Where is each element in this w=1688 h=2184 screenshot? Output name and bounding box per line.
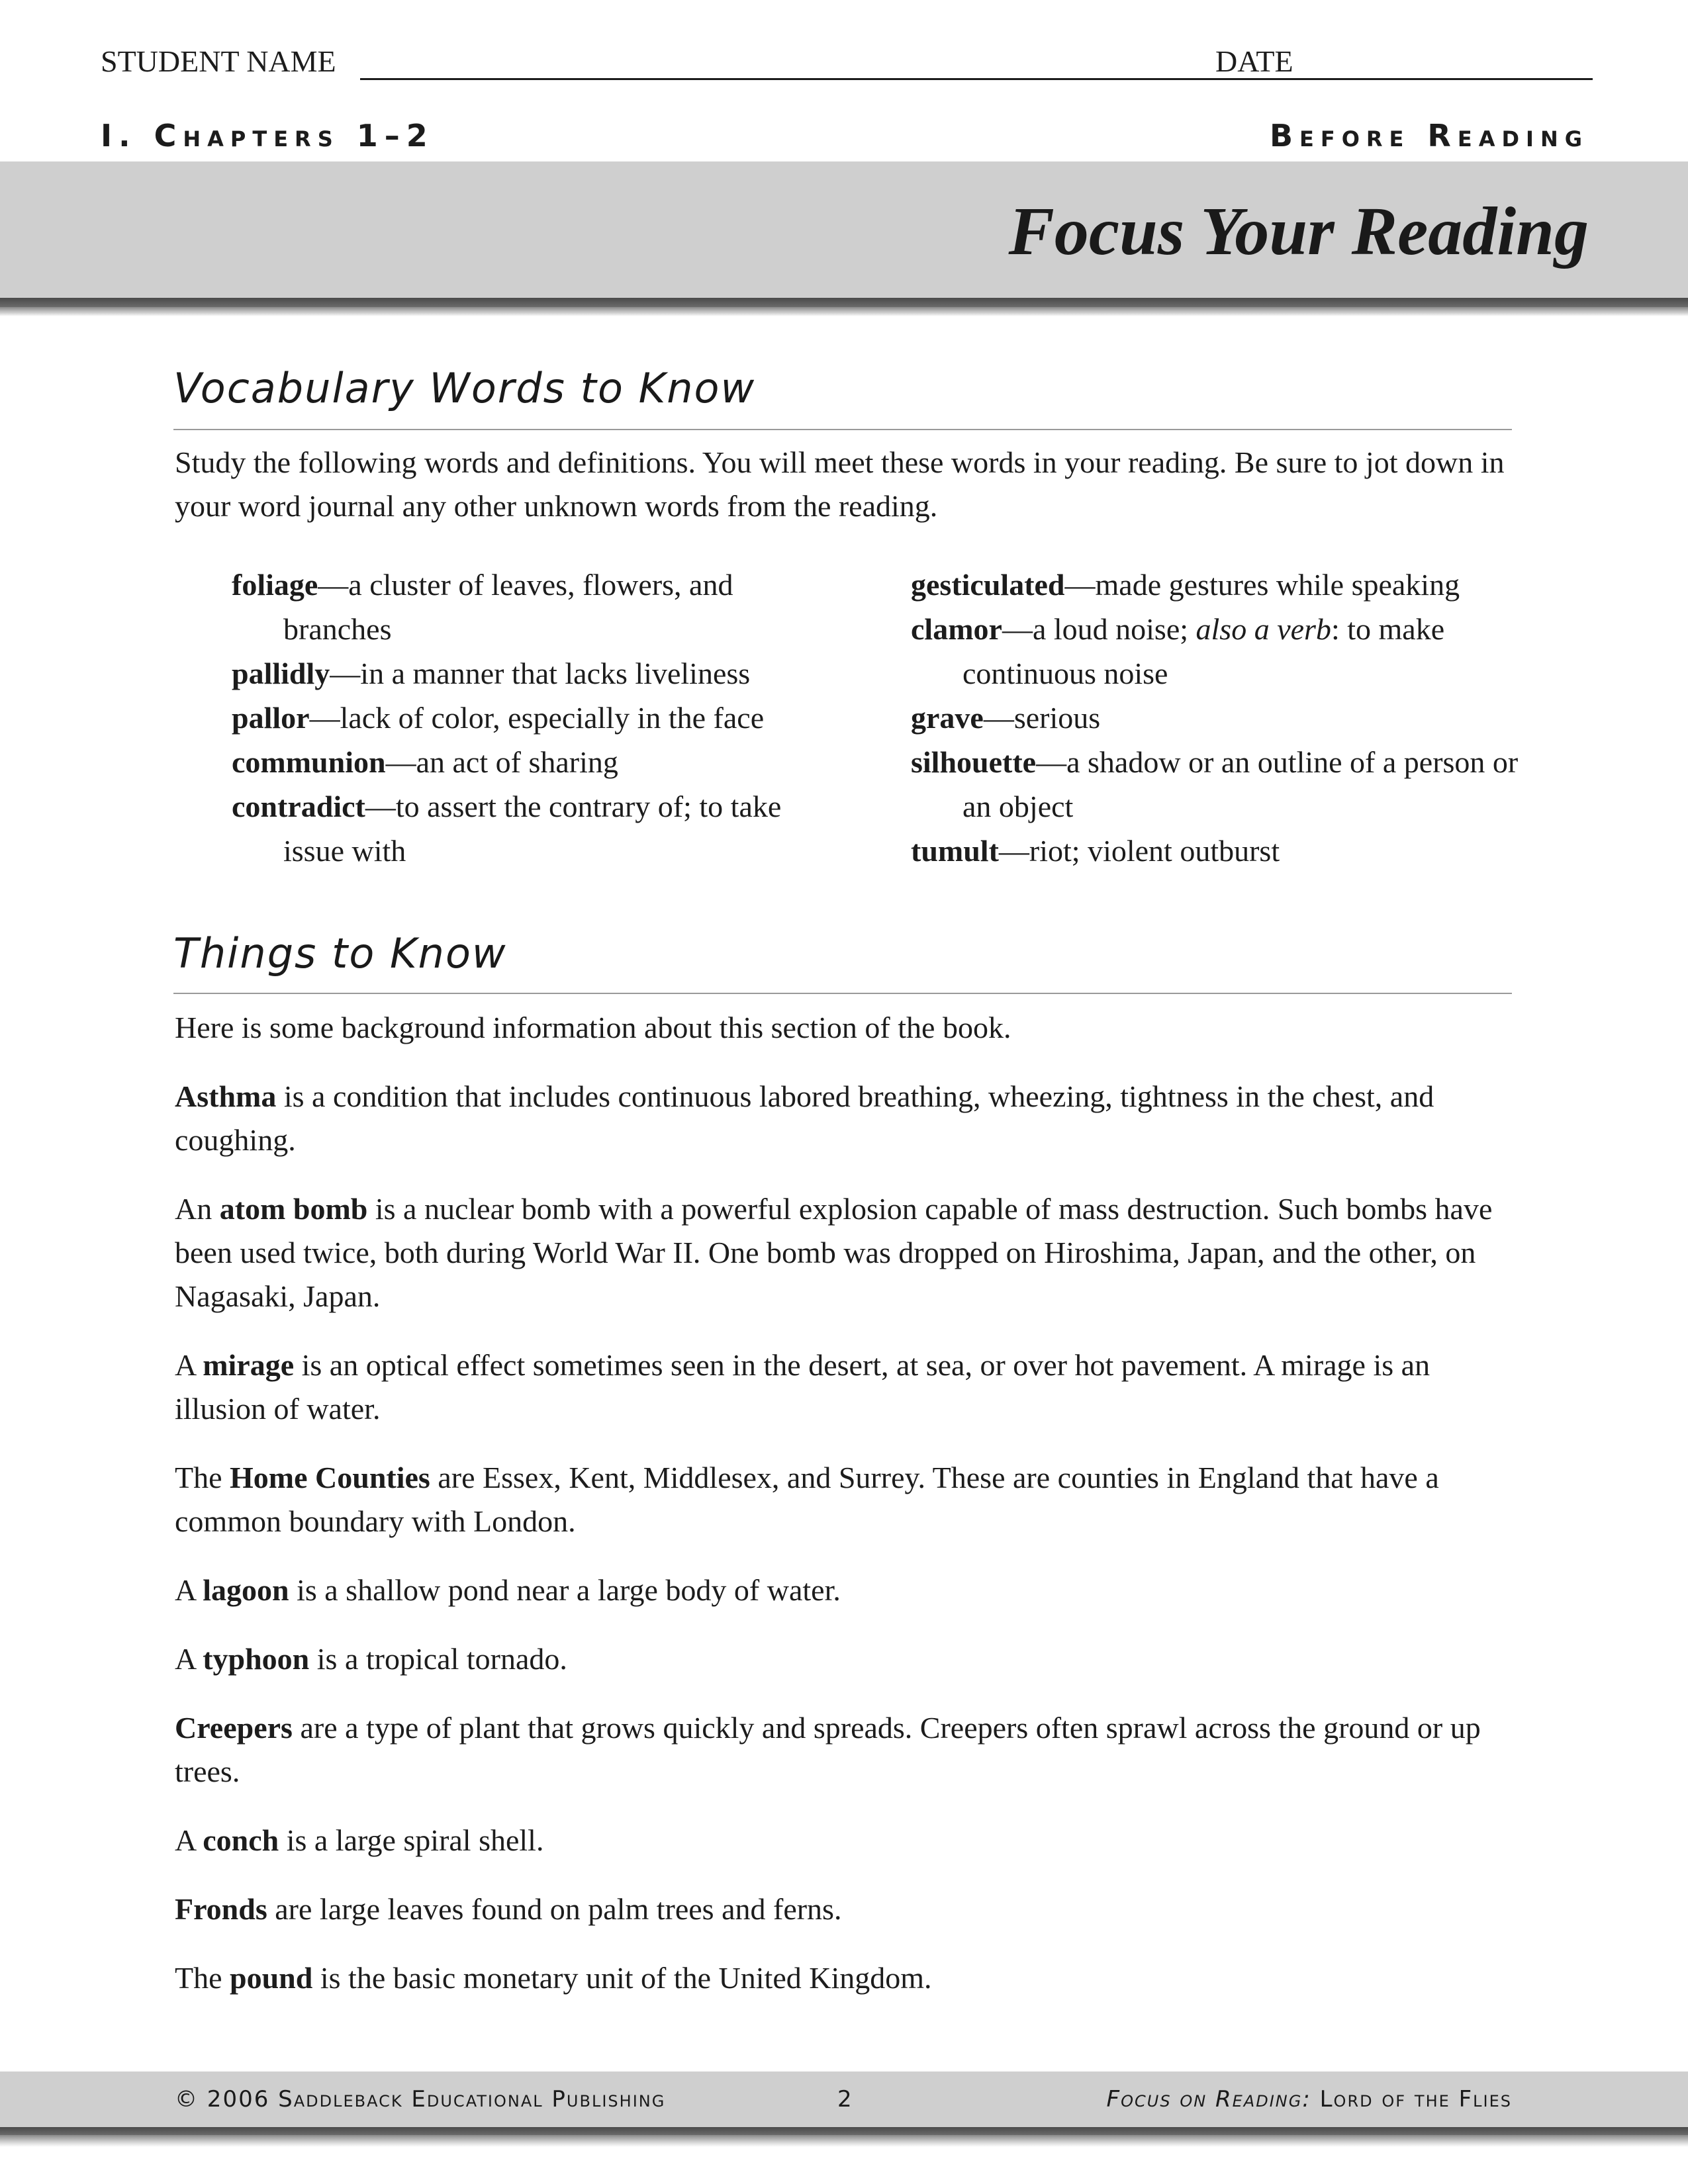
things-item xyxy=(175,1456,1519,1543)
things-item-lead: A xyxy=(175,1348,203,1382)
vocab-entry xyxy=(232,696,827,740)
vocab-entry xyxy=(911,563,1520,607)
vocab-definition-cont: : to make continuous noise xyxy=(962,612,1445,690)
things-description: are a type of plant that grows quickly and spreads. Creepers often sprawl across the ground or up trees. xyxy=(175,1711,1481,1788)
things-item xyxy=(175,1888,1519,1931)
things-term: Asthma xyxy=(175,1079,277,1113)
vocab-word: contradict xyxy=(232,790,365,823)
vocab-note: also a verb xyxy=(1196,612,1331,646)
vocab-definition: —made gestures while speaking xyxy=(1064,568,1460,602)
things-term: atom bomb xyxy=(219,1192,368,1226)
vocab-entry xyxy=(911,740,1520,829)
vocab-entry xyxy=(232,651,827,696)
section-type-label: Before Reading xyxy=(1269,118,1589,154)
things-item xyxy=(175,1569,1519,1612)
things-description: is an optical effect sometimes seen in the desert, at sea, or over hot pavement. A mirage is an illusion of water. xyxy=(175,1348,1430,1426)
student-name-field[interactable] xyxy=(360,78,1307,80)
things-description: is the basic monetary unit of the United Kingdom. xyxy=(312,1961,932,1995)
things-list xyxy=(175,1075,1519,2025)
page-title: Focus Your Reading xyxy=(1008,193,1589,269)
vocab-word: gesticulated xyxy=(911,568,1065,602)
things-item xyxy=(175,1343,1519,1431)
things-item-lead: A xyxy=(175,1642,203,1676)
vocabulary-intro: Study the following words and definitions. You will meet these words in your reading. Be sure to jot down in your word journal any other unknown words from the reading. xyxy=(175,445,1505,523)
vocab-entry xyxy=(911,696,1520,740)
things-item xyxy=(175,1819,1519,1862)
vocab-definition: —to assert the contrary of; to take issue with xyxy=(283,790,782,868)
things-description: is a tropical tornado. xyxy=(309,1642,567,1676)
footer-copyright: © 2006 Saddleback Educational Publishing xyxy=(175,2086,666,2113)
vocab-word: pallidly xyxy=(232,657,330,690)
vocab-definition: —riot; violent outburst xyxy=(998,834,1280,868)
things-item xyxy=(175,1187,1519,1318)
date-field[interactable] xyxy=(1293,78,1593,80)
things-term: Creepers xyxy=(175,1711,293,1745)
page-number: 2 xyxy=(837,2086,853,2113)
vocab-entry xyxy=(232,784,827,873)
things-heading: Things to Know xyxy=(173,929,507,978)
vocabulary-list-right xyxy=(911,563,1520,873)
things-term: pound xyxy=(230,1961,313,1995)
vocab-definition: —in a manner that lacks liveliness xyxy=(330,657,751,690)
vocab-entry xyxy=(232,563,827,651)
footer-series xyxy=(1107,2086,1512,2113)
footer-divider-shade xyxy=(0,2135,1688,2147)
vocab-word: grave xyxy=(911,701,984,735)
vocabulary-rule xyxy=(173,429,1512,430)
footer-series-italic: Focus on Reading: xyxy=(1106,2086,1311,2113)
things-term: lagoon xyxy=(203,1573,289,1607)
things-item xyxy=(175,1637,1519,1681)
things-item xyxy=(175,1706,1519,1794)
section-label: I. Chapters 1–2 xyxy=(101,118,434,154)
vocab-definition: —an act of sharing xyxy=(385,745,618,779)
things-description: is a large spiral shell. xyxy=(279,1823,544,1857)
things-item xyxy=(175,1075,1519,1162)
things-item-lead: A xyxy=(175,1823,203,1857)
things-term: conch xyxy=(203,1823,279,1857)
vocab-entry xyxy=(911,607,1520,696)
date-label: DATE xyxy=(1215,44,1293,78)
footer-divider xyxy=(0,2127,1688,2135)
vocab-definition: —lack of color, especially in the face xyxy=(309,701,765,735)
things-item xyxy=(175,1956,1519,2000)
vocab-definition: —a loud noise; xyxy=(1002,612,1196,646)
vocabulary-list-left xyxy=(232,563,827,873)
vocab-word: communion xyxy=(232,745,386,779)
things-description: is a condition that includes continuous labored breathing, wheezing, tightness in the chest, and coughing. xyxy=(175,1079,1434,1157)
things-item-lead: The xyxy=(175,1961,230,1995)
banner-divider-shade xyxy=(0,307,1688,316)
things-rule xyxy=(173,993,1512,994)
student-name-label: STUDENT NAME xyxy=(101,44,336,78)
things-description: is a shallow pond near a large body of water. xyxy=(289,1573,841,1607)
things-description: is a nuclear bomb with a powerful explosion capable of mass destruction. Such bombs have been used twice, both during World War II. One bomb was dropped on Hiroshima, Japan, and the other, on Nagasaki, Japan. xyxy=(175,1192,1493,1313)
vocab-definition: —a cluster of leaves, flowers, and branches xyxy=(283,568,733,646)
vocab-word: tumult xyxy=(911,834,999,868)
vocab-entry xyxy=(911,829,1520,873)
vocab-word: clamor xyxy=(911,612,1002,646)
things-term: Home Counties xyxy=(230,1461,430,1494)
things-term: mirage xyxy=(203,1348,295,1382)
things-description: are large leaves found on palm trees and ferns. xyxy=(267,1892,842,1926)
things-term: typhoon xyxy=(203,1642,310,1676)
things-item-lead: An xyxy=(175,1192,220,1226)
things-item-lead: A xyxy=(175,1573,203,1607)
vocab-entry xyxy=(232,740,827,784)
banner-divider xyxy=(0,298,1688,307)
vocab-definition: —serious xyxy=(983,701,1101,735)
vocabulary-heading: Vocabulary Words to Know xyxy=(173,364,756,412)
things-item-lead: The xyxy=(175,1461,230,1494)
things-intro: Here is some background information about this section of the book. xyxy=(175,1011,1011,1044)
vocab-word: foliage xyxy=(232,568,318,602)
footer-series-title: Lord of the Flies xyxy=(1311,2086,1512,2113)
things-term: Fronds xyxy=(175,1892,267,1926)
vocab-definition: —a shadow or an outline of a person or an object xyxy=(962,745,1519,823)
things-description: are Essex, Kent, Middlesex, and Surrey. These are counties in England that have a common boundary with London. xyxy=(175,1461,1439,1538)
vocab-word: pallor xyxy=(232,701,310,735)
vocab-word: silhouette xyxy=(911,745,1037,779)
student-info-row xyxy=(101,38,1593,91)
